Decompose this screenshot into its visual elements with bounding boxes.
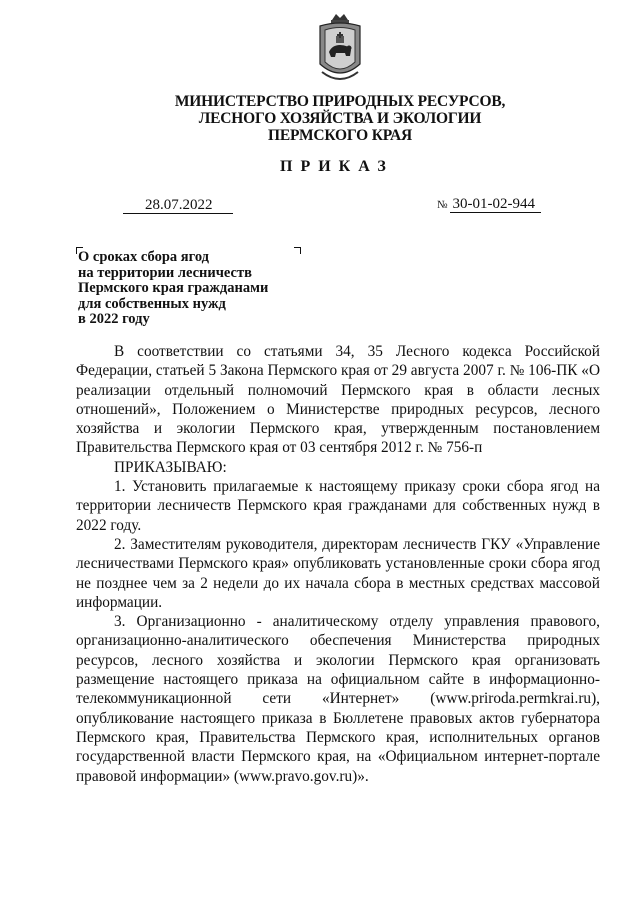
order-word: ПРИКАЗЫВАЮ: — [114, 458, 227, 476]
ministry-line-3: ПЕРМСКОГО КРАЯ — [267, 127, 413, 144]
order-item-3: 3. Организационно - аналитическому отделу управления правового, организационно-аналитического обеспечения Министерства природных ресурсов, лесного хозяйства и экологии Пермского края организовать размещение настоящего приказа на официальном сайте в информационно-телекоммуникационной сети «Интернет» (www.priroda.permkrai.ru), опубликование настоящего приказа в Бюллетене правовых актов губернатора Пермского края, Правительства Пермского края, исполнительных органов государственной власти Пермского края, на «Официальном интернет-портале правовой информации» (www.pravo.gov.ru)». — [76, 613, 600, 785]
ministry-line-2: ЛЕСНОГО ХОЗЯЙСТВА И ЭКОЛОГИИ — [198, 110, 482, 127]
ministry-name — [140, 93, 540, 144]
order-number-value: 30-01-02-944 — [450, 197, 542, 213]
order-date-value: 28.07.2022 — [123, 198, 233, 214]
ministry-line-1: МИНИСТЕРСТВО ПРИРОДНЫХ РЕСУРСОВ, — [174, 93, 506, 110]
order-subject — [78, 250, 293, 328]
order-body — [76, 342, 600, 786]
order-date — [123, 197, 233, 214]
order-item-2: 2. Заместителям руководителя, директорам лесничеств ГКУ «Управление лесничествами Пермского края» опубликовать установленные сроки сбора ягод не позднее чем за 2 недели до их начала сбора в местных средствах массовой информации. — [76, 535, 600, 611]
subject-corner-right — [294, 247, 301, 254]
subject-line-4: для собственных нужд — [78, 295, 226, 312]
number-sign: № — [437, 199, 448, 211]
coat-of-arms-icon — [316, 12, 364, 88]
order-item-1: 1. Установить прилагаемые к настоящему приказу сроки сбора ягод на территории лесничеств Пермского края гражданами для собственных нужд в 2022 году. — [76, 478, 600, 534]
subject-line-5: в 2022 году — [78, 311, 150, 327]
subject-line-2: на территории лесничеств — [78, 264, 252, 281]
subject-line-1: О сроках сбора ягод — [78, 249, 210, 265]
preamble-paragraph: В соответствии со статьями 34, 35 Лесного кодекса Российской Федерации, статьей 5 Закона Пермского края от 29 августа 2007 г. № 106-ПК «О реализации отдельный полномочий Пермского края в области лесных отношений», Положением о Министерстве природных ресурсов, лесного хозяйства и экологии Пермского края, утвержденным постановлением Правительства Пермского края от 03 сентября 2012 г. № 756-п — [76, 343, 600, 457]
order-title: ПРИКАЗ — [280, 158, 394, 175]
subject-line-3: Пермского края гражданами — [78, 280, 269, 296]
order-number — [437, 196, 541, 213]
